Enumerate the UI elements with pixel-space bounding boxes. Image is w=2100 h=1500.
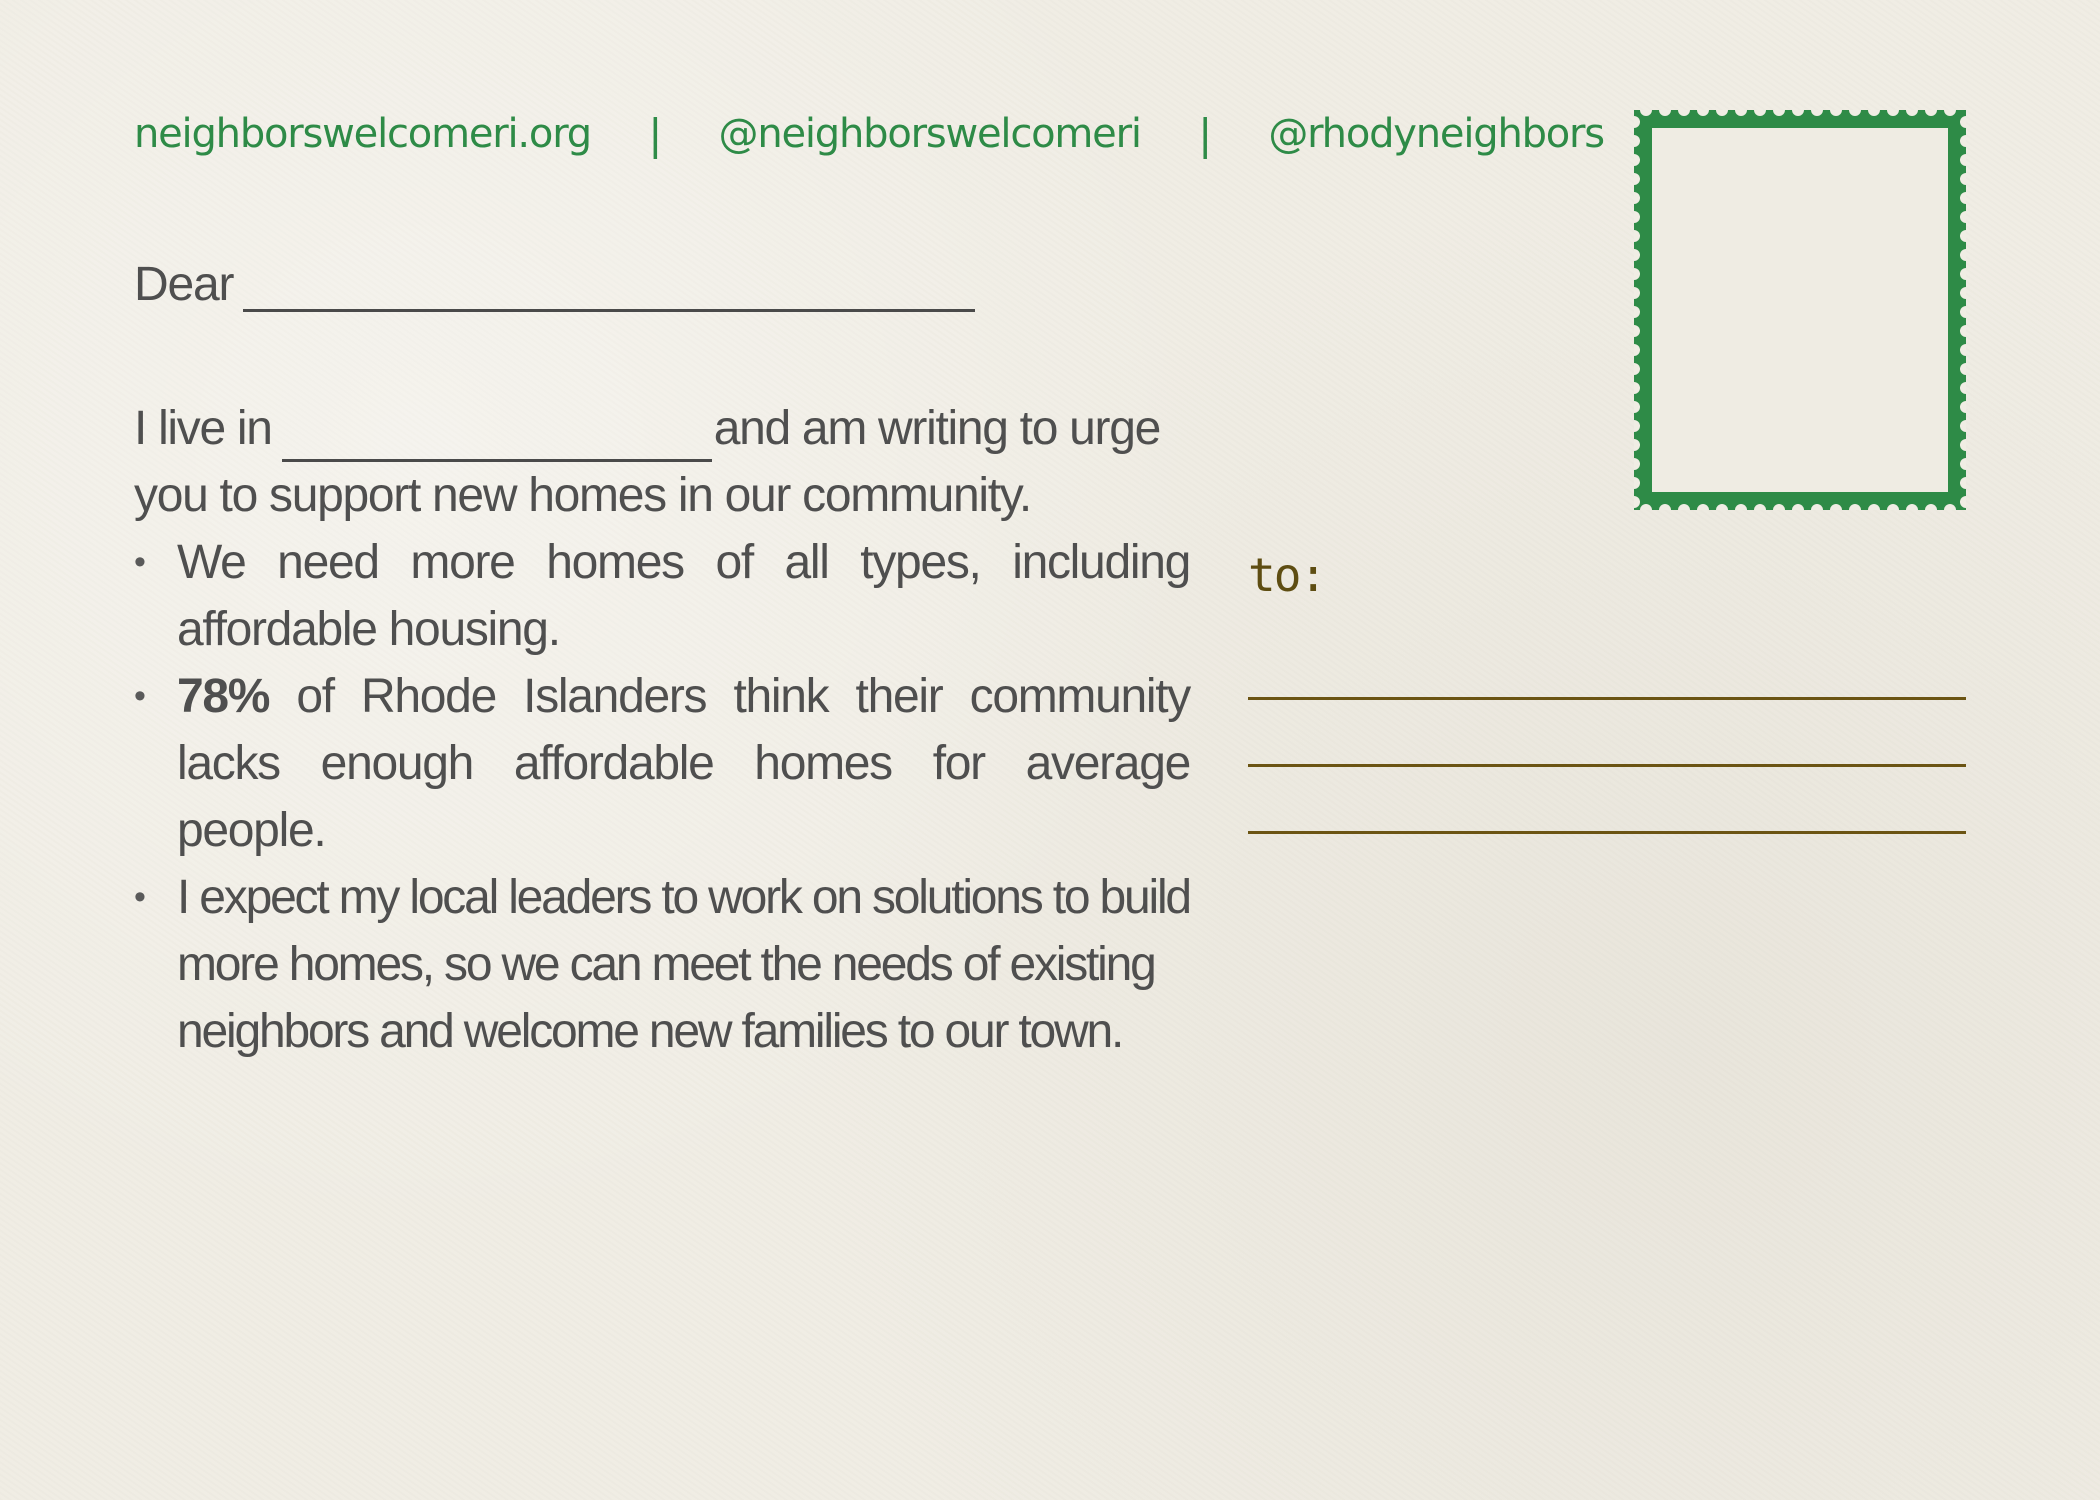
address-line[interactable] bbox=[1248, 764, 1966, 767]
survey-percentage: 78% bbox=[177, 670, 270, 723]
greeting-label: Dear bbox=[134, 258, 234, 311]
bullet-text: We need more homes of all types, including affordable housing. bbox=[177, 536, 1190, 656]
greeting-line bbox=[134, 248, 975, 312]
contact-separator: | bbox=[648, 109, 662, 159]
intro-paragraph bbox=[134, 395, 1190, 529]
intro-start: I live in bbox=[134, 402, 272, 455]
bullet-list bbox=[134, 529, 1190, 1065]
bullet-local-leaders bbox=[134, 864, 1190, 1065]
intro-line bbox=[134, 395, 1190, 462]
contact-separator: | bbox=[1198, 109, 1212, 159]
address-line[interactable] bbox=[1248, 697, 1966, 700]
town-blank[interactable] bbox=[282, 407, 712, 462]
website-link[interactable]: neighborswelcomeri.org bbox=[134, 111, 591, 157]
recipient-name-blank[interactable] bbox=[243, 257, 975, 312]
address-line[interactable] bbox=[1248, 831, 1966, 834]
contact-row bbox=[134, 106, 1604, 162]
address-to-label: to: bbox=[1248, 548, 1326, 602]
postage-stamp-icon bbox=[1634, 110, 1966, 510]
letter-body bbox=[134, 395, 1190, 1065]
intro-end: and am writing to urge bbox=[713, 402, 1161, 455]
bullet-text: I expect my local leaders to work on solutions to build more homes, so we can meet the needs of existing neighbors and welcome new families to our town. bbox=[177, 871, 1190, 1058]
bullet-text: of Rhode Islanders think their community lacks enough affordable homes for average people. bbox=[177, 670, 1190, 857]
social-handle-primary[interactable]: @neighborswelcomeri bbox=[718, 111, 1141, 157]
social-handle-secondary[interactable]: @rhodyneighbors bbox=[1268, 111, 1604, 157]
bullet-survey-stat bbox=[134, 663, 1190, 864]
intro-line-2: you to support new homes in our community. bbox=[134, 469, 1031, 522]
bullet-housing-types bbox=[134, 529, 1190, 663]
